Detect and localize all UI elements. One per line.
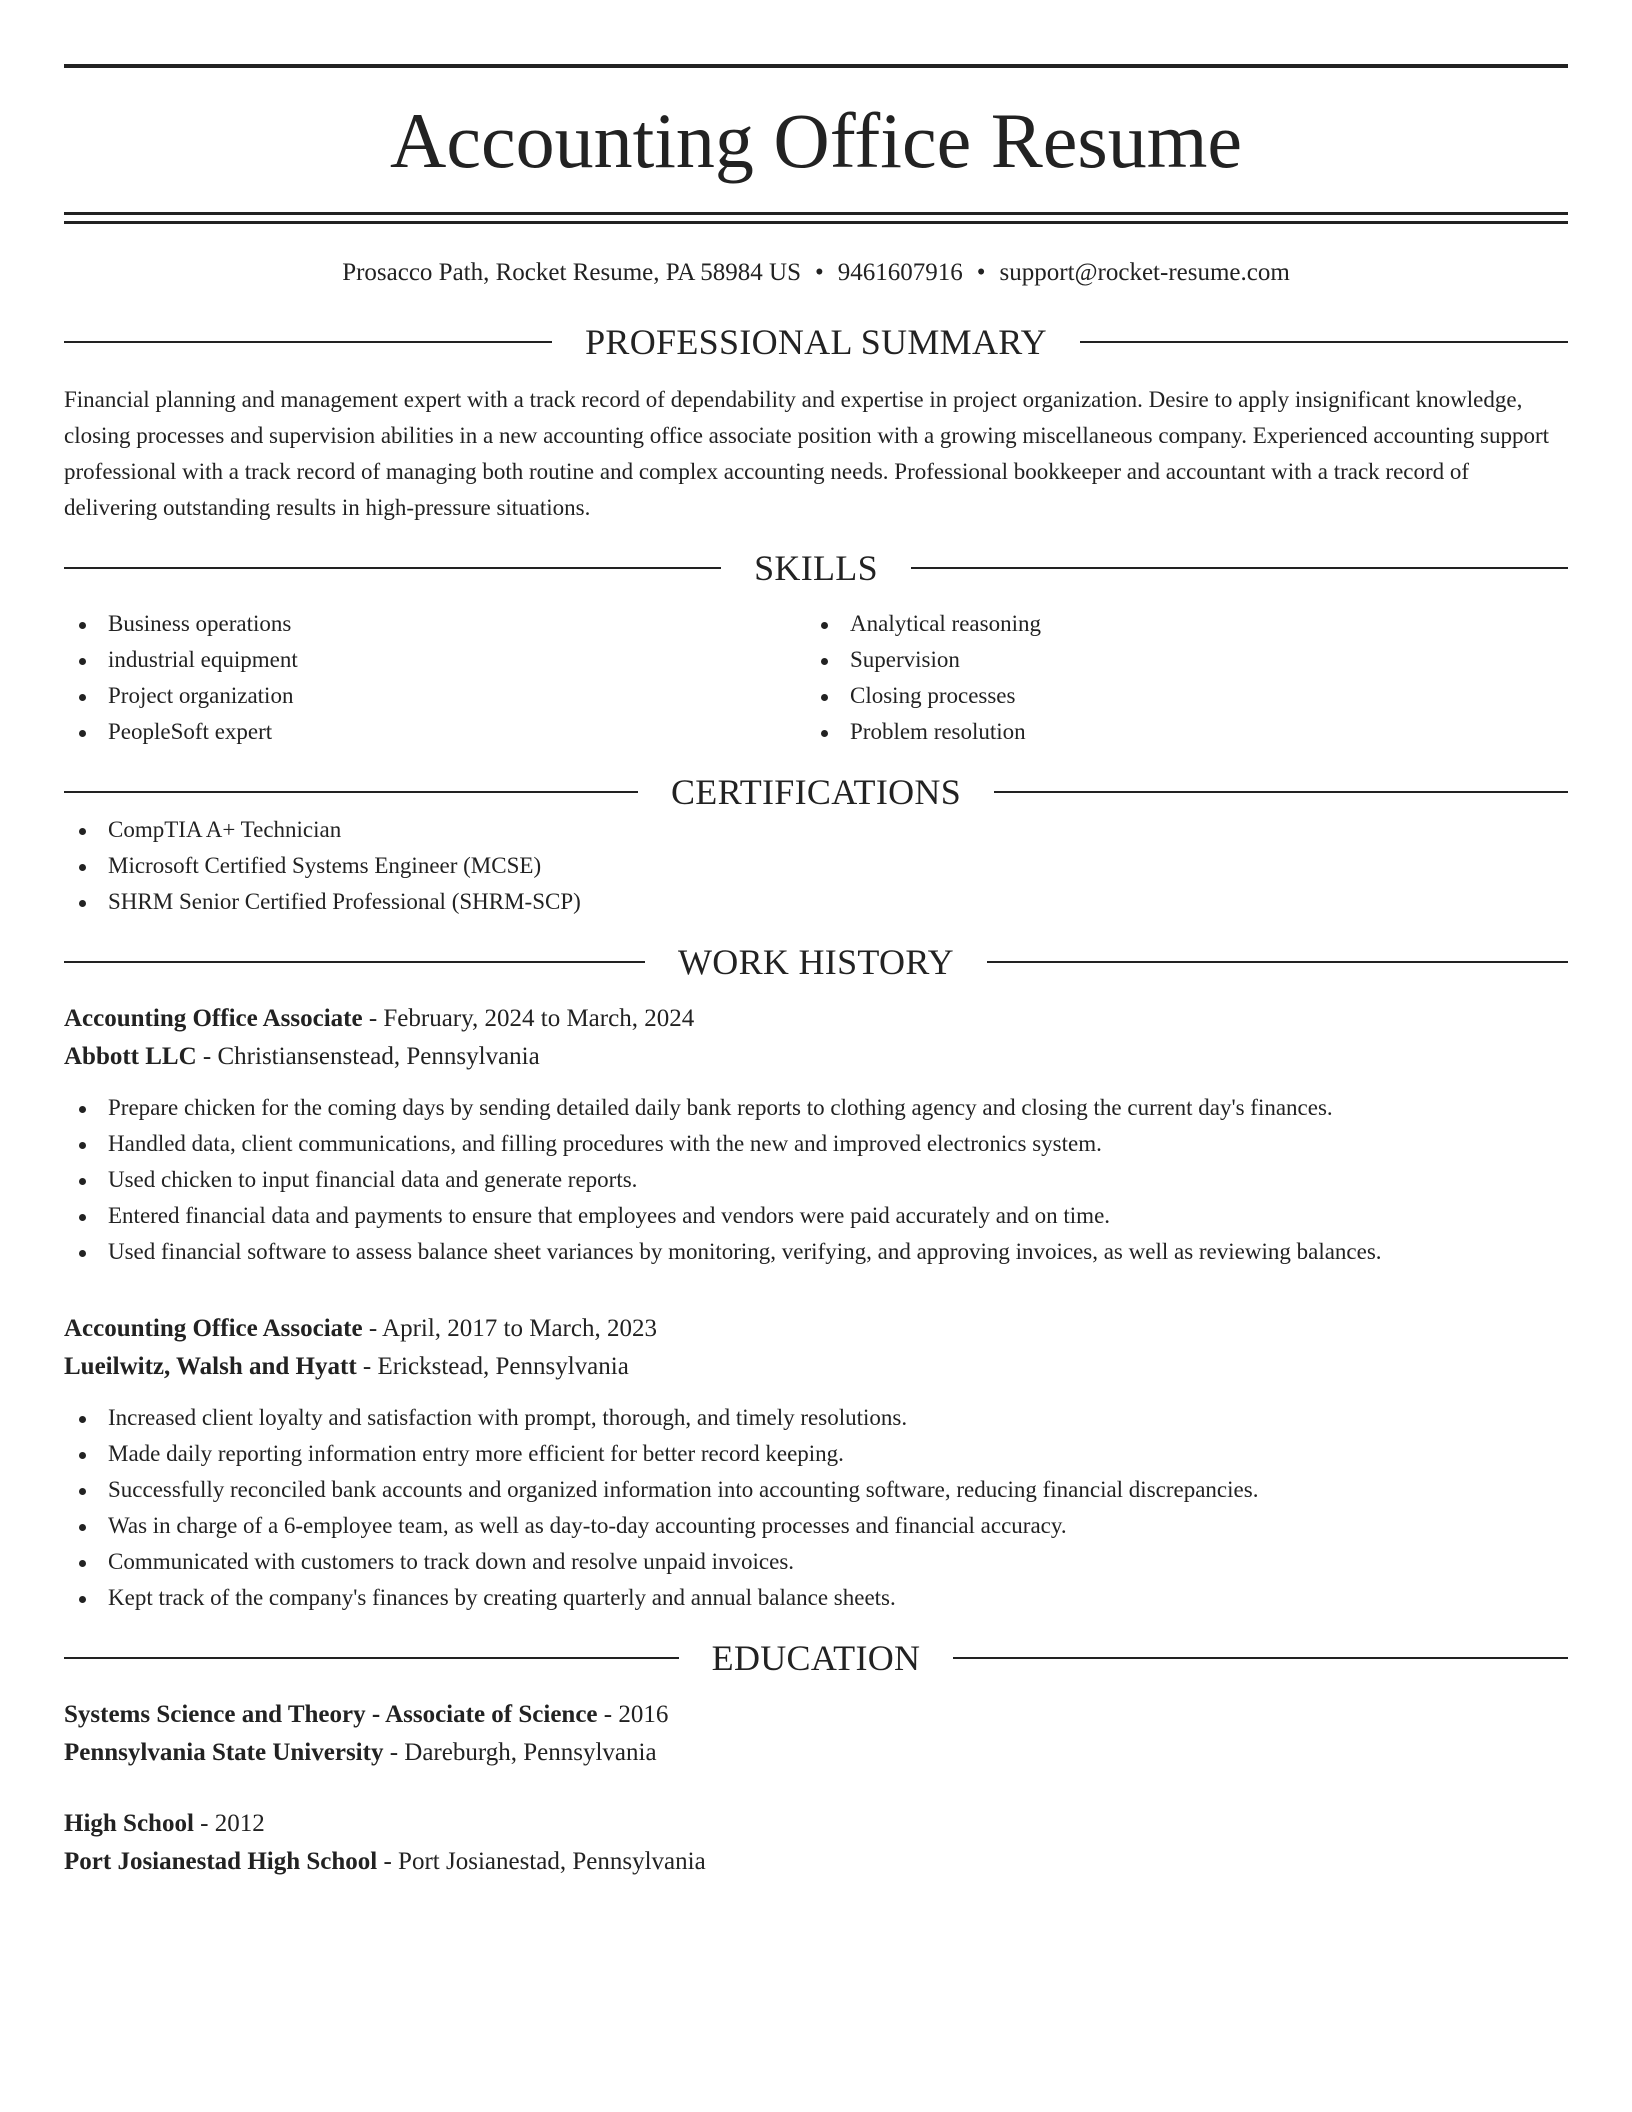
- divider-line: [64, 567, 721, 569]
- skill-item: Supervision: [806, 642, 1548, 678]
- education-degree: High School: [64, 1810, 194, 1837]
- job-bullet: Entered financial data and payments to ensure that employees and vendors were paid accurately and on time.: [64, 1198, 1568, 1234]
- certification-item: SHRM Senior Certified Professional (SHRM-SCP): [64, 884, 1568, 920]
- job-location: - Erickstead, Pennsylvania: [356, 1353, 629, 1380]
- education-degree-line: [64, 1805, 1568, 1843]
- section-title: EDUCATION: [711, 1638, 921, 1678]
- section-header-work-history: [64, 942, 1568, 982]
- contact-line: [64, 258, 1568, 288]
- section-header-education: [64, 1638, 1568, 1678]
- section-title: CERTIFICATIONS: [670, 772, 962, 812]
- section-title: PROFESSIONAL SUMMARY: [585, 322, 1047, 362]
- certification-item: Microsoft Certified Systems Engineer (MCSE): [64, 848, 1568, 884]
- education-location: - Dareburgh, Pennsylvania: [383, 1739, 657, 1766]
- job-bullet: Used financial software to assess balance sheet variances by monitoring, verifying, and approving invoices, as well as reviewing balances.: [64, 1234, 1568, 1270]
- job-title-line: [64, 1310, 1568, 1348]
- skill-item: Business operations: [64, 606, 806, 642]
- certification-item: CompTIA A+ Technician: [64, 812, 1568, 848]
- title-rule-upper: [64, 212, 1568, 215]
- certifications-list: [64, 812, 1568, 920]
- job-location: - Christiansenstead, Pennsylvania: [196, 1043, 540, 1070]
- job-company: Lueilwitz, Walsh and Hyatt: [64, 1353, 357, 1380]
- education-school: Pennsylvania State University: [64, 1739, 384, 1766]
- section-title: WORK HISTORY: [678, 942, 954, 982]
- divider-line: [911, 567, 1568, 569]
- title-rule-lower: [64, 221, 1568, 224]
- divider-line: [1080, 341, 1568, 343]
- skills-column-left: [64, 606, 806, 750]
- education-year: - 2016: [597, 1701, 669, 1728]
- job-company: Abbott LLC: [64, 1043, 197, 1070]
- resume-title: Accounting Office Resume: [390, 97, 1242, 184]
- contact-separator: •: [814, 259, 824, 286]
- education-school-line: [64, 1843, 1568, 1881]
- top-rule: [64, 64, 1568, 68]
- education-year: - 2012: [193, 1810, 265, 1837]
- education-degree-line: [64, 1696, 1568, 1734]
- section-header-certifications: [64, 772, 1568, 812]
- job-bullet: Communicated with customers to track down and resolve unpaid invoices.: [64, 1544, 1568, 1580]
- contact-phone: 9461607916: [837, 259, 963, 286]
- skill-item: Analytical reasoning: [806, 606, 1548, 642]
- skills-list: [64, 606, 1568, 750]
- contact-email[interactable]: support@rocket-resume.com: [999, 259, 1290, 286]
- job-company-line: [64, 1348, 1568, 1386]
- divider-line: [953, 1657, 1568, 1659]
- skill-item: Project organization: [64, 678, 806, 714]
- contact-separator: •: [976, 259, 986, 286]
- job-entry: [64, 1310, 1568, 1616]
- skills-column-right: [806, 606, 1548, 750]
- skill-item: Problem resolution: [806, 714, 1548, 750]
- education-location: - Port Josianestad, Pennsylvania: [377, 1848, 706, 1875]
- divider-line: [64, 791, 638, 793]
- education-entry: [64, 1805, 1568, 1881]
- job-bullet: Used chicken to input financial data and generate reports.: [64, 1162, 1568, 1198]
- job-entry: [64, 1000, 1568, 1270]
- education-entry: [64, 1696, 1568, 1772]
- job-bullet: Kept track of the company's finances by creating quarterly and annual balance sheets.: [64, 1580, 1568, 1616]
- skill-item: Closing processes: [806, 678, 1548, 714]
- education-school: Port Josianestad High School: [64, 1848, 378, 1875]
- divider-line: [987, 961, 1568, 963]
- job-bullet: Handled data, client communications, and filling procedures with the new and improved electronics system.: [64, 1126, 1568, 1162]
- education-degree: Systems Science and Theory - Associate of Science: [64, 1701, 598, 1728]
- divider-line: [64, 1657, 679, 1659]
- job-dates: - April, 2017 to March, 2023: [362, 1315, 657, 1342]
- job-bullet: Was in charge of a 6-employee team, as well as day-to-day accounting processes and financial accuracy.: [64, 1508, 1568, 1544]
- skill-item: industrial equipment: [64, 642, 806, 678]
- skill-item: PeopleSoft expert: [64, 714, 806, 750]
- section-header-skills: [64, 548, 1568, 588]
- job-title: Accounting Office Associate: [64, 1005, 363, 1032]
- job-title-line: [64, 1000, 1568, 1038]
- job-bullet: Made daily reporting information entry more efficient for better record keeping.: [64, 1436, 1568, 1472]
- section-title: SKILLS: [754, 548, 878, 588]
- job-bullets: [64, 1400, 1568, 1616]
- contact-address: Prosacco Path, Rocket Resume, PA 58984 US: [342, 259, 801, 286]
- job-bullet: Prepare chicken for the coming days by sending detailed daily bank reports to clothing agency and closing the current day's finances.: [64, 1090, 1568, 1126]
- summary-paragraph: Financial planning and management expert with a track record of dependability and expertise in project organization. Desire to apply insignificant knowledge, closing processes and supervision abilities in a new accounting office associate position with a growing miscellaneous company. Experienced accounting support professional with a track record of managing both routine and complex accounting needs. Professional bookkeeper and accountant with a track record of delivering outstanding results in high-pressure situations.: [64, 387, 1550, 520]
- job-bullets: [64, 1090, 1568, 1270]
- divider-line: [994, 791, 1568, 793]
- divider-line: [64, 341, 552, 343]
- education-school-line: [64, 1734, 1568, 1772]
- job-company-line: [64, 1038, 1568, 1076]
- resume-page: [64, 64, 1568, 1881]
- job-bullet: Increased client loyalty and satisfaction with prompt, thorough, and timely resolutions.: [64, 1400, 1568, 1436]
- divider-line: [64, 961, 645, 963]
- section-header-summary: [64, 322, 1568, 362]
- job-bullet: Successfully reconciled bank accounts and organized information into accounting software, reducing financial discrepancies.: [64, 1472, 1568, 1508]
- job-title: Accounting Office Associate: [64, 1315, 363, 1342]
- job-dates: - February, 2024 to March, 2024: [362, 1005, 695, 1032]
